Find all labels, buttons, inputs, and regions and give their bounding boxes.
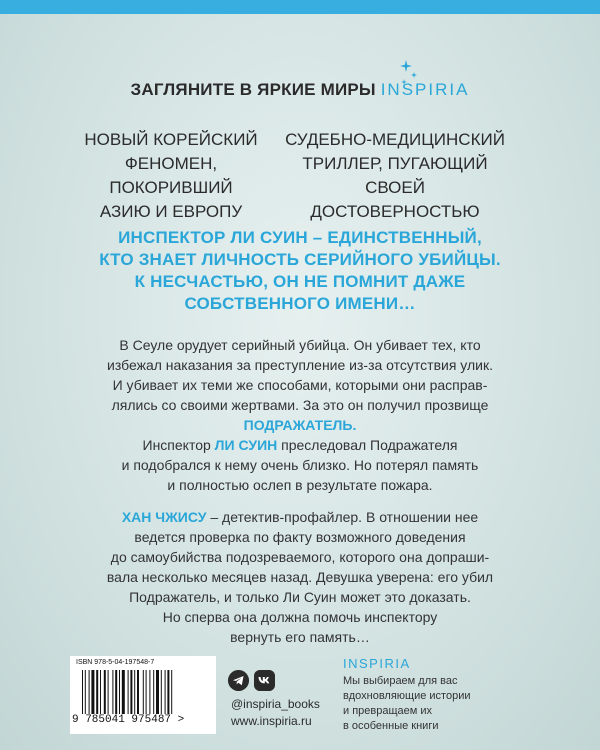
publisher-slogan: [343, 674, 493, 734]
series-headline: [0, 80, 600, 100]
paragraph-line: Подражатель, и только Ли Суин может это доказать.: [129, 589, 471, 605]
paragraph-line: и подобрался к нему очень близко. Но потерял память: [121, 457, 479, 473]
synopsis-paragraph-2: [66, 435, 534, 495]
paragraph-line: Но сперва она должна помочь инспектору: [162, 609, 438, 625]
paragraph-line: ведется проверка по факту возможного доведения: [134, 529, 466, 545]
tagline-right: [285, 128, 505, 224]
inspector-name: ЛИ СУИН: [214, 437, 278, 453]
barcode-icon: [82, 670, 204, 714]
paragraph-line: [66, 435, 534, 455]
slogan-line: вдохновляющие истории: [343, 690, 471, 702]
paragraph-line: [66, 507, 534, 527]
paragraph-prefix: Инспектор: [142, 437, 215, 453]
social-handle[interactable]: @inspiria_books: [231, 697, 320, 711]
paragraph-line: избежал наказания за преступление из-за отсутствия улик.: [107, 357, 493, 373]
tagline-right-line: ДОСТОВЕРНОСТЬЮ: [310, 202, 480, 221]
paragraph-text: преследовал Подражателя: [277, 437, 458, 453]
headline-text: ЗАГЛЯНИТЕ В ЯРКИЕ МИРЫ: [130, 80, 376, 99]
lead-line: ИНСПЕКТОР ЛИ СУИН – ЕДИНСТВЕННЫЙ,: [118, 228, 482, 247]
lead-text: [90, 227, 510, 315]
book-back-cover: [0, 14, 600, 750]
paragraph-line: до самоубийства подозреваемого, которого она допраши-: [110, 549, 490, 565]
tagline-left: [71, 128, 271, 224]
slogan-line: в особенные книги: [343, 720, 439, 732]
tagline-left-line: НОВЫЙ КОРЕЙСКИЙ: [84, 130, 258, 149]
lead-line: СОБСТВЕННОГО ИМЕНИ…: [184, 294, 416, 313]
synopsis-paragraph-1: [66, 335, 534, 435]
paragraph-line: вала несколько месяцев назад. Девушка уверена: его убил: [106, 569, 494, 585]
barcode-digits: 9 785041 975487 >: [72, 714, 185, 726]
paragraph-line: И убивает их теми же способами, которыми они расправ-: [112, 377, 488, 393]
vk-icon[interactable]: [254, 670, 275, 691]
tagline-left-line: АЗИЮ И ЕВРОПУ: [99, 202, 243, 221]
website-link[interactable]: www.inspiria.ru: [231, 714, 312, 728]
paragraph-line: лялись со своими жертвами. За это он получил прозвище: [111, 397, 489, 413]
lead-line: К НЕСЧАСТЬЮ, ОН НЕ ПОМНИТ ДАЖЕ: [134, 272, 466, 291]
tagline-left-line: ФЕНОМЕН, ПОКОРИВШИЙ: [109, 154, 233, 197]
villain-nickname: ПОДРАЖАТЕЛЬ.: [243, 417, 357, 433]
slogan-line: и превращаем их: [343, 705, 433, 717]
paragraph-line: и полностью ослеп в результате пожара.: [167, 477, 433, 493]
headline-brand: INSPIRIA: [380, 80, 470, 99]
paragraph-text: – детектив-профайлер. В отношении нее: [206, 509, 479, 525]
telegram-icon[interactable]: [228, 670, 249, 691]
lead-line: КТО ЗНАЕТ ЛИЧНОСТЬ СЕРИЙНОГО УБИЙЦЫ.: [99, 250, 501, 269]
barcode-block: [70, 656, 216, 734]
top-color-band: [0, 0, 600, 14]
tagline-right-line: ТРИЛЛЕР, ПУГАЮЩИЙ СВОЕЙ: [302, 154, 488, 197]
publisher-brand: INSPIRIA: [343, 656, 411, 671]
paragraph-line: В Сеуле орудует серийный убийца. Он убивает тех, кто: [119, 337, 481, 353]
isbn-text: ISBN 978-5-04-197548-7: [76, 659, 155, 666]
synopsis-paragraph-3: [66, 507, 534, 647]
slogan-line: Мы выбираем для вас: [343, 675, 458, 687]
paragraph-line: вернуть его память…: [230, 629, 370, 645]
tagline-right-line: СУДЕБНО-МЕДИЦИНСКИЙ: [285, 130, 505, 149]
profiler-name: ХАН ЧЖИСУ: [121, 509, 207, 525]
